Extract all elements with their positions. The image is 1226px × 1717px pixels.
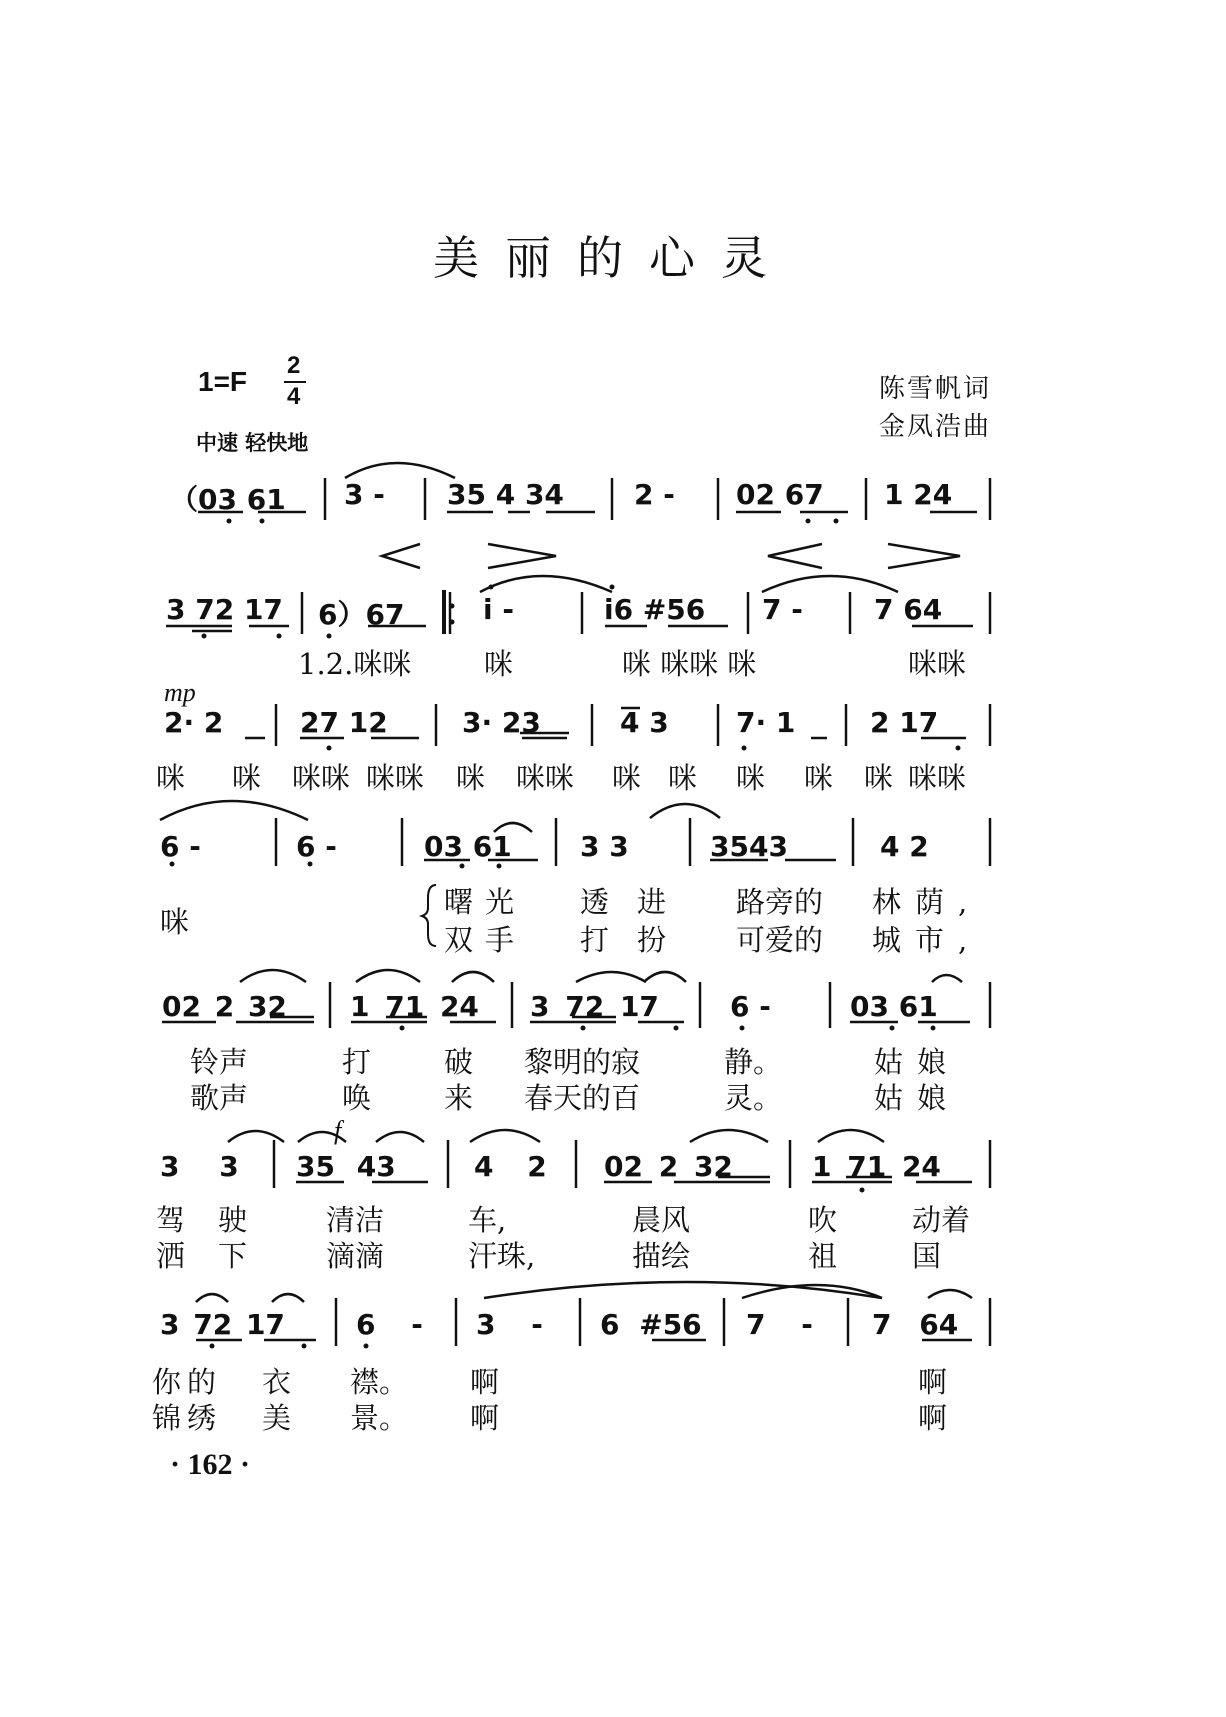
measure: 03 61 [424, 830, 512, 863]
composer-credit: 金凤浩曲 [879, 412, 992, 442]
measure: 1 24 [884, 478, 953, 511]
verse1-lyric: 襟。 [350, 1365, 409, 1399]
measure: 6 - [356, 1308, 423, 1341]
verse2-lyric: 景。 [350, 1401, 409, 1435]
measure: 02 2 32 [604, 1150, 733, 1183]
verse1-lyric: 路旁的 [736, 885, 824, 919]
verse1-lyric: 曙光 [444, 885, 527, 919]
measure: 3 72 17 [530, 990, 659, 1023]
lyric: 咪咪 [908, 761, 967, 795]
verse1-lyric: 铃声 [190, 1045, 249, 1079]
measure: 3 72 17 [160, 1308, 285, 1341]
measure: 03 61 [850, 990, 938, 1023]
lyric: 咪 [456, 761, 486, 795]
tempo-marking: 中速 轻快地 [196, 431, 309, 455]
verse1-lyric: 吹 [808, 1203, 838, 1237]
measure: 4 2 [474, 1150, 547, 1183]
verse1-lyric: 车, [468, 1203, 507, 1237]
verse2-lyric: 祖 [808, 1239, 838, 1273]
measure: 02 67 [736, 478, 824, 511]
verse1-lyric: 啊 [918, 1365, 948, 1399]
verse2-lyric: 汗珠, [468, 1239, 536, 1273]
verse2-lyric: 春天的百 [524, 1081, 641, 1115]
lyric: 咪 [864, 761, 894, 795]
lyric: 咪 [160, 905, 190, 939]
lyric: 咪咪 [366, 761, 425, 795]
lyric: 咪 [736, 761, 766, 795]
verse1-lyric: 姑娘 [874, 1045, 961, 1079]
dynamic-mark: mp [164, 678, 196, 707]
measure: 2 - [634, 478, 675, 511]
lyric: 咪 [232, 761, 262, 795]
verse1-lyric: 动着 [912, 1203, 971, 1237]
measure: 7 64 [874, 593, 943, 626]
verse2-lyric: 描绘 [632, 1239, 691, 1273]
verse2-lyric: 国 [912, 1239, 942, 1273]
measure: 2 17 [870, 706, 939, 739]
verse2-lyric: 美 [262, 1401, 292, 1435]
verse2-lyric: 姑娘 [874, 1081, 961, 1115]
measure: 3 72 17 [166, 593, 283, 626]
song-title: 美丽的心灵 [433, 231, 793, 285]
measure: 3 - [476, 1308, 543, 1341]
lyric: 咪 [668, 761, 698, 795]
measure: 3 - [344, 478, 385, 511]
verse1-lyric: 打 [342, 1045, 372, 1079]
measure: 7 - [746, 1308, 813, 1341]
meter-top: 2 [287, 352, 301, 379]
verse1-lyric: 清洁 [326, 1203, 385, 1237]
lyric: 1.2.咪咪 [298, 647, 412, 681]
verse1-lyric: 透进 [580, 885, 695, 919]
measure: 1 71 24 [812, 1150, 941, 1183]
lyric: 咪 [484, 647, 514, 681]
verse2-lyric: 洒 [156, 1239, 186, 1273]
verse1-lyric: 你的 [152, 1365, 223, 1399]
measure: 7 - [762, 593, 803, 626]
verse2-lyric: 可爱的 [736, 923, 824, 957]
measure: 4 3 [620, 706, 669, 739]
lyricist-credit: 陈雪帆词 [879, 374, 992, 404]
verse2-lyric: 打扮 [580, 923, 695, 957]
measure: 7 64 [872, 1308, 959, 1341]
page-number: · 162 · [170, 1448, 251, 1481]
measure: 3 3 [160, 1150, 239, 1183]
verse1-lyric: 驾 [156, 1203, 186, 1237]
verse2-lyric: 歌声 [190, 1081, 249, 1115]
measure: 27 12 [300, 706, 388, 739]
verse2-lyric: 双手 [444, 923, 527, 957]
measure: 6 - [296, 830, 337, 863]
measure: i6 #56 [604, 593, 706, 626]
verse1-lyric: 驶 [218, 1203, 248, 1237]
measure: 3 3 [580, 830, 629, 863]
measure: 4 2 [880, 830, 929, 863]
lyric: 咪咪 [516, 761, 575, 795]
verse2-lyric: 下 [218, 1239, 248, 1273]
verse2-lyric: 来 [444, 1081, 474, 1115]
measure: 3· 23 [462, 706, 541, 739]
measure: i - [483, 593, 514, 626]
meter-bottom: 4 [287, 383, 301, 410]
verse1-lyric: 晨风 [632, 1203, 691, 1237]
verse2-lyric: 滴滴 [326, 1239, 385, 1273]
lyric: 咪咪 [292, 761, 351, 795]
measure: 35 43 [296, 1150, 396, 1183]
verse1-lyric: 衣 [262, 1365, 292, 1399]
lyric: 咪 咪咪 咪 [622, 647, 757, 681]
measure: 1 71 24 [350, 990, 479, 1023]
lyric: 咪 [612, 761, 642, 795]
measure: 6 #56 [600, 1308, 702, 1341]
verse2-lyric: 锦绣 [152, 1401, 223, 1435]
measure: 35 4 34 [447, 478, 564, 511]
measure: 6）67 [318, 598, 405, 631]
verse1-lyric: 啊 [470, 1365, 500, 1399]
verse1-lyric: 破 [444, 1045, 474, 1079]
verse2-lyric: 唤 [342, 1081, 372, 1115]
measure: 02 2 32 [162, 990, 287, 1023]
verse1-lyric: 黎明的寂 [524, 1045, 641, 1079]
measure: （03 61 [170, 483, 286, 516]
measure: 6 - [160, 830, 201, 863]
lyric: 咪咪 [908, 647, 967, 681]
measure: 6 - [730, 990, 771, 1023]
verse1-lyric: 静。 [724, 1045, 783, 1079]
verse2-lyric: 啊 [918, 1401, 948, 1435]
measure: 7· 1 [736, 706, 796, 739]
verse2-lyric: 灵。 [724, 1081, 783, 1115]
measure: 2· 2 [164, 706, 224, 739]
lyric: 咪 [804, 761, 834, 795]
lyric: 咪 [156, 761, 186, 795]
dynamic-mark: f [334, 1116, 342, 1145]
verse2-lyric: 啊 [470, 1401, 500, 1435]
verse2-lyric: 城市, [872, 923, 982, 957]
verse1-lyric: 林荫, [872, 885, 982, 919]
key-signature: 1=F [198, 366, 248, 397]
measure: 3543 [710, 830, 788, 863]
